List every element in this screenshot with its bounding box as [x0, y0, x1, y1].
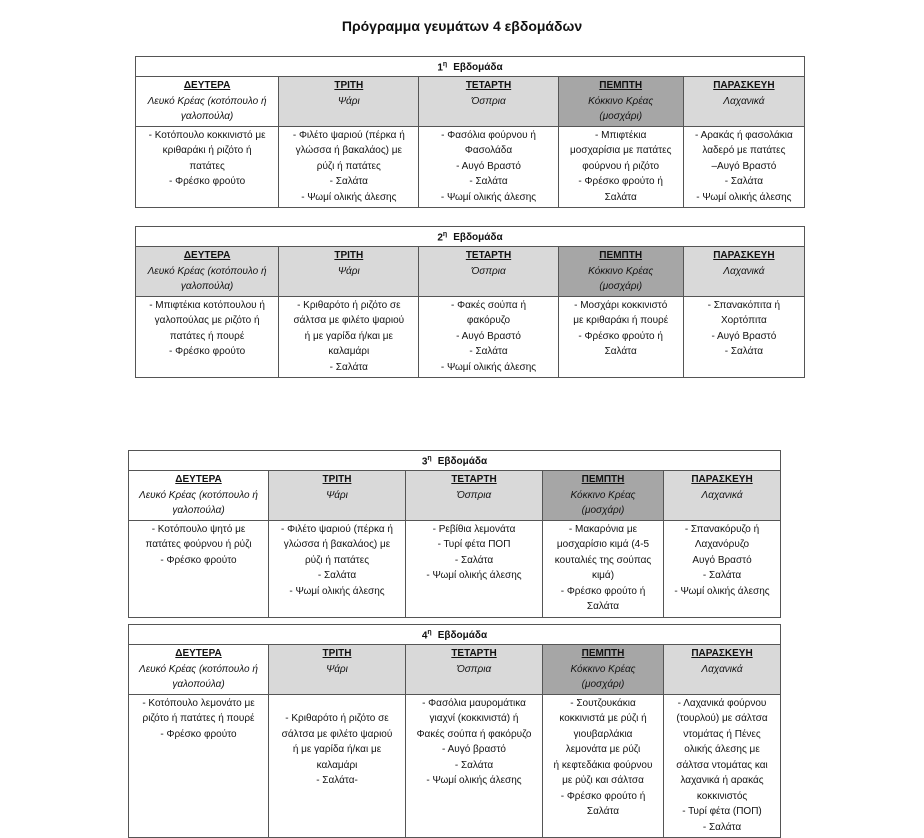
meal-line: ριζότο ή πατάτες ή πουρέ: [142, 713, 255, 725]
day-header: [419, 247, 558, 297]
meal-line: - Φιλέτο ψαριού (πέρκα ή: [281, 523, 393, 535]
meal-line: - Φρέσκο φρούτο: [169, 176, 246, 188]
meal-line: - Τυρί φέτα (ΠΟΠ): [682, 806, 762, 818]
meal-line: γλώσσα ή βακαλάος) με: [283, 539, 391, 551]
meal-cell: [419, 296, 558, 378]
meal-cell: [269, 520, 406, 617]
meal-line: με ρύζι και σάλτσα: [562, 775, 644, 787]
day-name: ΤΕΤΑΡΤΗ: [451, 648, 497, 660]
day-name: ΠΑΡΑΣΚΕΥΗ: [713, 80, 775, 92]
meal-line: κοκκινιστός: [696, 790, 748, 802]
meal-cell: [683, 126, 804, 208]
meal-line: - Φρέσκο φρούτο: [160, 728, 237, 740]
meal-line: - Μπιφτέκια κοτόπουλου ή: [149, 299, 265, 311]
meal-line: - Φρέσκο φρούτο ή: [560, 585, 646, 597]
meal-line: λαδερό με πατάτες: [702, 145, 786, 157]
day-category: γαλοπούλα): [180, 111, 234, 123]
meal-line: - Σουτζουκάκια: [570, 697, 636, 709]
day-category: Ψάρι: [337, 95, 360, 107]
meal-line: - Σαλάτα: [329, 176, 368, 188]
day-name: ΔΕΥΤΕΡΑ: [175, 474, 222, 486]
meal-line: - Ψωμί ολικής άλεσης: [289, 585, 385, 597]
day-name: ΤΡΙΤΗ: [334, 80, 364, 92]
meal-line: - Κοτόπουλο κοκκινιστό με: [148, 129, 266, 141]
day-name: ΔΕΥΤΕΡΑ: [183, 250, 231, 262]
meal-line: - Μοσχάρι κοκκινιστό: [574, 299, 668, 311]
meal-cell: [406, 694, 543, 838]
day-header: [419, 77, 558, 127]
meal-line: κριθαράκι ή ριζότο ή: [162, 145, 252, 157]
day-category: Ψάρι: [326, 663, 348, 675]
meal-cell: [279, 126, 419, 208]
week-number: 1: [437, 62, 443, 74]
day-name: ΤΕΤΑΡΤΗ: [451, 474, 497, 486]
day-header: [279, 77, 419, 127]
week-table: [128, 624, 781, 838]
day-name: ΠΕΜΠΤΗ: [599, 250, 643, 262]
meal-cell: [558, 126, 683, 208]
meal-line: - Σαλάτα: [454, 759, 494, 771]
week-ordinal: η: [442, 231, 448, 238]
day-header: [406, 471, 543, 521]
meal-line: - Τυρί φέτα ΠΟΠ: [437, 539, 511, 551]
day-category: (μοσχάρι): [581, 679, 625, 691]
meal-line: - Κριθαρότο ή ριζότο σε: [285, 713, 389, 725]
meal-cell: [129, 520, 269, 617]
day-name: ΤΕΤΑΡΤΗ: [465, 250, 512, 262]
meal-line: - Φρέσκο φρούτο ή: [578, 330, 663, 342]
meal-line: γιαχνί (κοκκινιστά) ή: [429, 713, 519, 725]
day-header: [558, 77, 683, 127]
meal-cell: [543, 520, 664, 617]
meal-line: - Σαλάτα: [454, 554, 494, 566]
day-header: [136, 247, 279, 297]
meal-line: - Ψωμί ολικής άλεσης: [696, 191, 792, 203]
meal-line: - Λαχανικά φούρνου: [677, 697, 767, 709]
day-header: [269, 471, 406, 521]
meal-line: ή με γαρίδα ή/και με: [304, 330, 393, 342]
meal-cell: [419, 126, 558, 208]
meal-cell: [136, 296, 279, 378]
meal-line: σάλτσα ντομάτας και: [676, 759, 768, 771]
day-name: ΠΕΜΠΤΗ: [581, 648, 625, 660]
day-category: Όσπρια: [456, 663, 492, 675]
week-number: 2: [437, 232, 443, 244]
day-category: (μοσχάρι): [599, 111, 643, 123]
week-table: [135, 56, 805, 208]
meal-line: - Ψωμί ολικής άλεσης: [440, 361, 537, 373]
meal-line: - Σαλάτα: [724, 346, 764, 358]
meal-line: - Σαλάτα: [317, 570, 357, 582]
day-category: (μοσχάρι): [581, 505, 625, 517]
meal-line: (τουρλού) με σάλτσα: [676, 713, 768, 725]
meal-line: - Ρεβίθια λεμονάτα: [432, 523, 516, 535]
meal-cell: [136, 126, 279, 208]
meal-cell: [279, 296, 419, 378]
meal-line: λαχανικά ή αρακάς: [680, 775, 764, 787]
meal-line: ρύζι ή πατάτες: [304, 554, 370, 566]
day-header: [683, 77, 804, 127]
meal-line: - Φρέσκο φρούτο ή: [578, 176, 663, 188]
day-category: Κόκκινο Κρέας: [588, 95, 654, 107]
day-category: (μοσχάρι): [599, 281, 643, 293]
meal-line: Φασολάδα: [464, 145, 513, 157]
day-category: Λαχανικά: [723, 95, 765, 107]
meal-line: - Ψωμί ολικής άλεσης: [301, 191, 397, 203]
day-header: [558, 247, 683, 297]
meal-line: πατάτες: [189, 160, 225, 172]
day-category: γαλοπούλα): [180, 281, 234, 293]
week-label: [136, 57, 805, 77]
meal-line: Σαλάτα: [604, 346, 637, 358]
meal-line: κιμά): [591, 570, 615, 582]
day-header: [664, 471, 781, 521]
meal-line: σάλτσα με φιλέτο ψαριού: [293, 315, 405, 327]
meal-line: Σαλάτα: [586, 806, 620, 818]
day-category: Λαχανικά: [701, 489, 743, 501]
day-name: ΠΕΜΠΤΗ: [581, 474, 625, 486]
day-name: ΤΕΤΑΡΤΗ: [465, 80, 512, 92]
page-title: Πρόγραμμα γευμάτων 4 εβδομάδων: [341, 18, 583, 34]
week-word: Εβδομάδα: [453, 232, 503, 244]
meal-line: ολικής άλεσης με: [684, 744, 760, 756]
meal-line: με κριθαράκι ή πουρέ: [573, 315, 669, 327]
day-category: Λευκό Κρέας (κοτόπουλο ή: [139, 663, 258, 675]
day-name: ΠΑΡΑΣΚΕΥΗ: [691, 474, 753, 486]
meal-line: κουταλιές της σούπας: [554, 554, 652, 566]
meal-line: πατάτες φούρνου ή ρύζι: [145, 539, 252, 551]
day-category: γαλοπούλα): [172, 679, 225, 691]
meal-cell: [683, 296, 804, 378]
meal-line: Φακές σούπα ή φακόρυζο: [416, 728, 532, 740]
day-category: Λευκό Κρέας (κοτόπουλο ή: [139, 489, 258, 501]
meal-line: λεμονάτα με ρύζι: [565, 744, 641, 756]
week-number: 3: [421, 456, 428, 468]
meal-line: - Σαλάτα: [702, 821, 742, 833]
meal-cell: [129, 694, 269, 838]
meal-line: - Αρακάς ή φασολάκια: [695, 129, 793, 141]
day-category: Όσπρια: [471, 265, 506, 277]
day-category: Όσπρια: [456, 489, 492, 501]
meal-line: - Μακαρόνια με: [568, 523, 638, 535]
meal-line: - Σαλάτα: [469, 346, 508, 358]
day-category: Κόκκινο Κρέας: [570, 663, 636, 675]
meal-line: γαλοπούλας με ριζότο ή: [154, 315, 260, 327]
meal-cell: [664, 694, 781, 838]
day-name: ΔΕΥΤΕΡΑ: [175, 648, 222, 660]
day-header: [129, 471, 269, 521]
meal-line: ρύζι ή πατάτες: [316, 160, 381, 172]
week-ordinal: η: [427, 455, 432, 462]
week-label: [129, 625, 781, 645]
day-header: [543, 645, 664, 695]
meal-line: σάλτσα με φιλέτο ψαριού: [281, 728, 393, 740]
meal-line: γλώσσα ή βακαλάος) με: [295, 145, 403, 157]
meal-line: - Σαλάτα: [724, 176, 764, 188]
day-header: [269, 645, 406, 695]
meal-cell: [664, 520, 781, 617]
meal-line: γιουβαρλάκια: [573, 728, 633, 740]
day-header: [136, 77, 279, 127]
day-category: Λαχανικά: [723, 265, 765, 277]
meal-line: - Αυγό Βραστό: [711, 330, 777, 342]
meal-line: ντομάτας ή Πένες: [683, 728, 761, 740]
day-header: [129, 645, 269, 695]
meal-line: - Κριθαρότο ή ριζότο σε: [297, 299, 401, 311]
day-category: Λευκό Κρέας (κοτόπουλο ή: [147, 95, 267, 107]
meal-line: - Σαλάτα-: [316, 775, 358, 787]
meal-line: - Μπιφτέκια: [595, 129, 647, 141]
meal-line: - Κοτόπουλο ψητό με: [151, 523, 246, 535]
week-label: [136, 227, 805, 247]
meal-line: - Φρέσκο φρούτο: [160, 554, 237, 566]
meal-line: Αυγό Βραστό: [692, 554, 752, 566]
day-name: ΠΕΜΠΤΗ: [599, 80, 643, 92]
week-table: [128, 450, 781, 618]
week-word: Εβδομάδα: [437, 456, 488, 468]
day-header: [543, 471, 664, 521]
day-name: ΠΑΡΑΣΚΕΥΗ: [713, 250, 775, 262]
meal-line: - Φασόλια φούρνου ή: [441, 129, 536, 141]
day-category: Λαχανικά: [701, 663, 743, 675]
meal-line: - Αυγό Βραστό: [456, 330, 521, 342]
meal-line: καλαμάρι: [328, 346, 370, 358]
meal-line: - Ψωμί ολικής άλεσης: [426, 570, 522, 582]
meal-line: - Φρέσκο φρούτο ή: [560, 790, 646, 802]
day-name: ΠΑΡΑΣΚΕΥΗ: [691, 648, 753, 660]
meal-line: - Σπανακόρυζο ή: [684, 523, 760, 535]
day-category: γαλοπούλα): [172, 505, 225, 517]
meal-line: - Φακές σούπα ή: [451, 299, 527, 311]
meal-line: - Φασόλια μαυρομάτικα: [422, 697, 526, 709]
meal-line: - Φρέσκο φρούτο: [169, 346, 246, 358]
meal-line: πατάτες ή πουρέ: [169, 330, 245, 342]
week-number: 4: [421, 630, 428, 642]
meal-cell: [406, 520, 543, 617]
day-category: Ψάρι: [326, 489, 348, 501]
meal-line: - Αυγό Βραστό: [456, 160, 521, 172]
meal-line: ή με γαρίδα ή/και με: [292, 744, 382, 756]
meal-line: - Ψωμί ολικής άλεσης: [426, 775, 522, 787]
meal-line: φακόρυζο: [466, 315, 511, 327]
week-word: Εβδομάδα: [453, 62, 503, 74]
day-name: ΤΡΙΤΗ: [334, 250, 364, 262]
meal-line: - Σαλάτα: [702, 570, 742, 582]
meal-line: - Αυγό βραστό: [442, 744, 506, 756]
day-name: ΤΡΙΤΗ: [322, 474, 352, 486]
meal-line: φούρνου ή ριζότο: [582, 160, 660, 172]
day-category: Λευκό Κρέας (κοτόπουλο ή: [147, 265, 267, 277]
meal-line: - Ψωμί ολικής άλεσης: [440, 191, 537, 203]
day-category: Όσπρια: [471, 95, 506, 107]
meal-line: [272, 696, 402, 712]
meal-cell: [543, 694, 664, 838]
meal-line: - Κοτόπουλο λεμονάτο με: [142, 697, 255, 709]
day-header: [664, 645, 781, 695]
meal-line: μοσχαρίσιο κιμά (4-5: [556, 539, 650, 551]
day-category: Κόκκινο Κρέας: [588, 265, 654, 277]
meal-line: Σαλάτα: [586, 601, 620, 613]
meal-line: - Σαλάτα: [469, 176, 508, 188]
meal-line: Χορτόπιτα: [720, 315, 767, 327]
day-name: ΤΡΙΤΗ: [322, 648, 352, 660]
meal-line: - Φιλέτο ψαριού (πέρκα ή: [292, 129, 405, 141]
meal-line: - Ψωμί ολικής άλεσης: [674, 585, 770, 597]
day-header: [683, 247, 804, 297]
week-label: [129, 451, 781, 471]
meal-line: - Σαλάτα: [329, 361, 368, 373]
meal-line: κοκκινιστά με ρύζι ή: [559, 713, 647, 725]
week-word: Εβδομάδα: [437, 630, 488, 642]
week-ordinal: η: [442, 61, 448, 68]
meal-line: Λαχανόρυζο: [694, 539, 750, 551]
day-name: ΔΕΥΤΕΡΑ: [183, 80, 231, 92]
week-ordinal: η: [427, 629, 432, 636]
day-category: Ψάρι: [337, 265, 360, 277]
meal-line: - Σπανακόπιτα ή: [707, 299, 781, 311]
meal-cell: [558, 296, 683, 378]
day-category: Κόκκινο Κρέας: [570, 489, 636, 501]
meal-line: Σαλάτα: [604, 191, 637, 203]
day-header: [406, 645, 543, 695]
meal-line: –Αυγό Βραστό: [711, 160, 777, 172]
meal-line: καλαμάρι: [316, 759, 358, 771]
meal-line: μοσχαρίσια με πατάτες: [569, 145, 672, 157]
meal-cell: [269, 694, 406, 838]
week-table: [135, 226, 805, 378]
meal-line: ή κεφτεδάκια φούρνου: [553, 759, 653, 771]
day-header: [279, 247, 419, 297]
